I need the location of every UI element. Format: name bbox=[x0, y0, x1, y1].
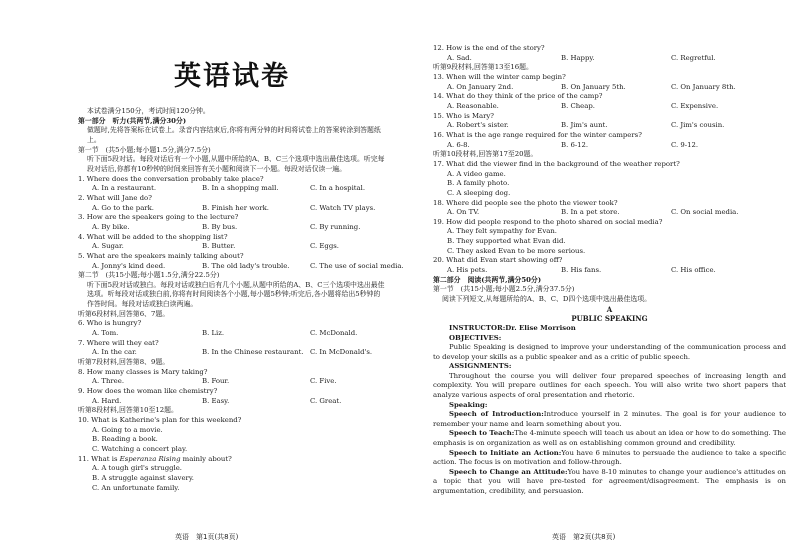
material-8-note: 听第8段材料,回答第10至12题。 bbox=[78, 406, 178, 415]
speech-2 bbox=[433, 429, 786, 448]
objectives-label: OBJECTIVES: bbox=[449, 333, 502, 342]
part1-note: 做题时,先将答案标在试卷上。录音内容结束后,你将有两分钟的时间将试卷上的答案转涂到答题纸上。 bbox=[87, 126, 381, 144]
assignments-text: Throughout the course you will deliver four prepared speeches of increasing length and complexity. You will prepare outlines for each speech. You will also write two short papers that analyze various aspects of oral presentation and rhetoric. bbox=[433, 371, 786, 400]
option-b: B. Butter. bbox=[202, 242, 236, 251]
option-b: B. The old lady's trouble. bbox=[202, 261, 290, 270]
question-3 bbox=[78, 213, 386, 232]
passage-letter: A bbox=[606, 304, 613, 314]
question-9 bbox=[78, 387, 386, 406]
question-stem: 20. What did Evan start showing off? bbox=[433, 256, 563, 265]
option-c: C. Five. bbox=[310, 377, 337, 386]
question-stem: 2. What will Jane do? bbox=[78, 193, 152, 202]
option-b: B. By bus. bbox=[202, 222, 238, 231]
material-10-note: 听第10段材料,回答第17至20题。 bbox=[433, 150, 538, 159]
part2-heading: 第二部分 阅读(共两节,满分50分) bbox=[433, 275, 542, 284]
option-b: B. Cheap. bbox=[561, 101, 595, 110]
options-row bbox=[78, 204, 386, 214]
question-stem: 5. What are the speakers mainly talking about? bbox=[78, 251, 244, 260]
option-a: A. On January 2nd. bbox=[447, 82, 514, 91]
question-stem-post: mainly about? bbox=[180, 454, 232, 463]
part2-sec1-title: 第一节 (共15小题;每小题2.5分,满分37.5分) bbox=[433, 285, 575, 294]
question-stem: 13. When will the winter camp begin? bbox=[433, 72, 566, 81]
option-c: C. Eggs. bbox=[310, 242, 339, 251]
speech-2-label: Speech to Teach: bbox=[449, 429, 515, 438]
objectives-text: Public Speaking is designed to improve your understanding of the communication process and to develop your skills as a public speaker and as a critic of public speech. bbox=[433, 343, 786, 361]
speech-1-label: Speech of Introduction: bbox=[449, 410, 544, 419]
option-c: C. In McDonald's. bbox=[310, 348, 373, 357]
question-stem: 1. Where does the conversation probably take place? bbox=[78, 174, 264, 183]
speech-4-text: You have 8-10 minutes to change your audience's attitudes on a topic that you will have pre-tested for agreement/disagreement. The emphasis is on argumentation, credibility, and persuasion. bbox=[433, 467, 786, 495]
option-b: B. In a pet store. bbox=[561, 208, 620, 217]
option-b: B. His fans. bbox=[561, 266, 602, 275]
option-b: B. A struggle against slavery. bbox=[92, 473, 194, 482]
option-c: C. On social media. bbox=[671, 208, 739, 217]
option-c: C. 9-12. bbox=[671, 140, 699, 149]
option-c: C. Watching a concert play. bbox=[92, 444, 188, 453]
part2-sec1-desc: 阅读下列短文,从每题所给的A、B、C、D四个选项中选出最佳选项。 bbox=[442, 295, 652, 304]
question-15 bbox=[433, 112, 786, 131]
question-stem: 4. What will be added to the shopping list? bbox=[78, 232, 228, 241]
part1-sec2-desc: 听下面5段对话或独白。每段对话或独白后有几个小题,从题中所给的A、B、C三个选项中选出最佳选项。听每段对话或独白前,你将有时间阅读各个小题,每小题5秒钟;听完后,各小题将给出5秒钟的作答时间。每段对话或独白读两遍。 bbox=[87, 280, 385, 309]
question-stem: 12. How is the end of the story? bbox=[433, 44, 545, 52]
speech-3-label: Speech to Initiate an Action: bbox=[449, 448, 562, 457]
assignments-label: ASSIGNMENTS: bbox=[449, 362, 512, 371]
speech-1 bbox=[433, 410, 786, 429]
question-11 bbox=[78, 455, 386, 494]
question-2 bbox=[78, 194, 386, 213]
option-a: A. Reasonable. bbox=[447, 101, 499, 110]
question-stem: 14. What do they think of the price of the camp? bbox=[433, 92, 603, 101]
option-b: B. A family photo. bbox=[447, 179, 510, 188]
speech-4 bbox=[433, 468, 786, 497]
option-b: B. Liz. bbox=[202, 329, 225, 338]
question-stem-pre: 11. What is bbox=[78, 454, 120, 463]
exam-title: 英语试卷 bbox=[174, 61, 290, 92]
option-a: A. Sad. bbox=[447, 53, 472, 62]
question-stem: 17. What did the viewer find in the background of the weather report? bbox=[433, 159, 680, 168]
question-19 bbox=[433, 218, 786, 257]
options-row bbox=[433, 102, 786, 112]
options-row bbox=[78, 184, 386, 194]
options-row bbox=[78, 397, 386, 407]
question-10 bbox=[78, 416, 386, 455]
option-c: C. A sleeping dog. bbox=[447, 188, 511, 197]
options-row bbox=[433, 54, 786, 64]
option-a: A. A video game. bbox=[447, 169, 506, 178]
question-stem: 19. How did people respond to the photo shared on social media? bbox=[433, 217, 663, 226]
option-c: C. Great. bbox=[310, 396, 342, 405]
option-a: A. In the car. bbox=[92, 348, 137, 357]
question-8 bbox=[78, 368, 386, 387]
question-stem: 15. Who is Mary? bbox=[433, 111, 494, 120]
question-18 bbox=[433, 199, 786, 218]
page-2-footer: 英语 第2页(共8页) bbox=[552, 533, 616, 541]
option-c: C. By running. bbox=[310, 222, 361, 231]
option-c: C. The use of social media. bbox=[310, 261, 404, 270]
question-stem: 9. How does the woman like chemistry? bbox=[78, 387, 218, 396]
question-stem: 16. What is the age range required for the winter campers? bbox=[433, 130, 642, 139]
option-a: A. Hard. bbox=[92, 396, 122, 405]
options-row bbox=[433, 83, 786, 93]
part1-sec1-desc: 听下面5段对话。每段对话后有一个小题,从题中所给的A、B、C三个选项中选出最佳选项。听完每段对话后,你都有10秒钟的时间来回答有关小题和阅读下一小题。每段对话仅读一遍。 bbox=[87, 155, 385, 173]
option-c: C. His office. bbox=[671, 266, 716, 275]
page-1-footer: 英语 第1页(共8页) bbox=[175, 533, 239, 541]
option-c: C. In a hospital. bbox=[310, 184, 366, 193]
passage-title: PUBLIC SPEAKING bbox=[571, 314, 648, 324]
option-b: B. On January 5th. bbox=[561, 82, 626, 91]
part1-sec2-title: 第二节 (共15小题;每小题1.5分,满分22.5分) bbox=[78, 271, 220, 280]
question-7 bbox=[78, 339, 386, 358]
option-c: C. McDonald. bbox=[310, 329, 358, 338]
option-c: C. Regretful. bbox=[671, 53, 716, 62]
option-a: A. His pets. bbox=[447, 266, 488, 275]
option-a: A. Go to the park. bbox=[92, 203, 154, 212]
question-stem: 8. How many classes is Mary taking? bbox=[78, 367, 208, 376]
option-c: C. Jim's cousin. bbox=[671, 121, 725, 130]
option-b: B. Happy. bbox=[561, 53, 595, 62]
speech-2-text: The 4-minute speech will teach us about an idea or how to do something. The emphasis is on organization as well as on establishing common ground and credibility. bbox=[433, 429, 786, 448]
question-14 bbox=[433, 92, 786, 111]
question-13 bbox=[433, 73, 786, 92]
question-1 bbox=[78, 175, 386, 194]
option-c: C. On January 8th. bbox=[671, 82, 736, 91]
speech-4-label: Speech to Change an Attitude: bbox=[449, 467, 568, 476]
options-row bbox=[78, 223, 386, 233]
option-a: A. Jonny's kind deed. bbox=[92, 261, 166, 270]
question-6 bbox=[78, 319, 386, 338]
options-row bbox=[433, 121, 786, 131]
question-stem: 7. Where will they eat? bbox=[78, 338, 159, 347]
question-17 bbox=[433, 160, 786, 199]
option-a: A. On TV. bbox=[447, 208, 480, 217]
instructor-label: INSTRUCTOR: bbox=[449, 323, 506, 332]
speech-3-text: You have 6 minutes to persuade the audience to take a specific action. The focus is on motivation and follow-through. bbox=[433, 448, 786, 467]
options-row bbox=[78, 348, 386, 358]
option-a: A. In a restaurant. bbox=[92, 184, 157, 193]
book-title: Esperanza Rising bbox=[119, 454, 181, 463]
option-b: B. Easy. bbox=[202, 396, 230, 405]
options-row bbox=[433, 208, 786, 218]
material-7-note: 听第7段材料,回答第8、9题。 bbox=[78, 358, 170, 367]
part1-heading: 第一部分 听力(共两节,满分30分) bbox=[78, 116, 187, 125]
options-row bbox=[78, 329, 386, 339]
question-stem: 18. Where did people see the photo the viewer took? bbox=[433, 198, 618, 207]
speech-3 bbox=[433, 449, 786, 468]
material-6-note: 听第6段材料,回答第6、7题。 bbox=[78, 309, 170, 318]
option-a: A. A tough girl's struggle. bbox=[92, 464, 182, 473]
option-c: C. They asked Evan to be more serious. bbox=[447, 246, 586, 255]
option-b: B. In a shopping mall. bbox=[202, 184, 279, 193]
instructor-name: Dr. Elise Morrison bbox=[505, 323, 576, 332]
option-b: B. Jim's aunt. bbox=[561, 121, 608, 130]
option-b: B. In the Chinese restaurant. bbox=[202, 348, 304, 357]
material-9-note: 听第9段材料,回答第13至16题。 bbox=[433, 63, 533, 72]
option-b: B. Reading a book. bbox=[92, 435, 158, 444]
option-a: A. Tom. bbox=[92, 329, 119, 338]
instructor-line bbox=[433, 324, 786, 334]
question-4 bbox=[78, 233, 386, 252]
options-row bbox=[78, 242, 386, 252]
question-stem: 10. What is Katherine's plan for this weekend? bbox=[78, 416, 242, 424]
option-c: C. Watch TV plays. bbox=[310, 203, 376, 212]
question-12 bbox=[433, 44, 786, 63]
options-row bbox=[433, 141, 786, 151]
option-b: B. Finish her work. bbox=[202, 203, 269, 212]
option-a: A. Sugar. bbox=[92, 242, 124, 251]
option-a: A. 6-8. bbox=[447, 140, 470, 149]
speaking-label: Speaking: bbox=[449, 400, 488, 409]
option-a: A. Going to a movie. bbox=[92, 425, 163, 434]
option-b: B. They supported what Evan did. bbox=[447, 237, 566, 246]
option-a: A. They felt sympathy for Evan. bbox=[447, 227, 557, 236]
option-c: C. Expensive. bbox=[671, 101, 719, 110]
option-a: A. Three. bbox=[92, 377, 125, 386]
options-row bbox=[433, 266, 786, 276]
question-5 bbox=[78, 251, 404, 271]
question-stem: 6. Who is hungry? bbox=[78, 319, 142, 328]
options-row bbox=[78, 377, 386, 387]
speech-1-text: Introduce yourself in 2 minutes. The goal is for your audience to remember your name and learn something about you. bbox=[433, 410, 786, 428]
question-stem: 3. How are the speakers going to the lecture? bbox=[78, 213, 239, 222]
question-stem bbox=[78, 455, 386, 465]
page-2-column bbox=[400, 0, 794, 554]
part1-sec1-title: 第一节 (共5小题;每小题1.5分,满分7.5分) bbox=[78, 145, 211, 154]
exam-intro: 本试卷满分150分，考试时间120分钟。 bbox=[87, 107, 210, 115]
option-c: C. An unfortunate family. bbox=[92, 483, 180, 492]
option-b: B. Four. bbox=[202, 377, 230, 386]
option-b: B. 6-12. bbox=[561, 140, 589, 149]
option-a: A. Robert's sister. bbox=[447, 121, 509, 130]
option-a: A. By bike. bbox=[92, 222, 130, 231]
options-row bbox=[78, 261, 404, 272]
question-16 bbox=[433, 131, 786, 150]
question-20 bbox=[433, 256, 786, 275]
